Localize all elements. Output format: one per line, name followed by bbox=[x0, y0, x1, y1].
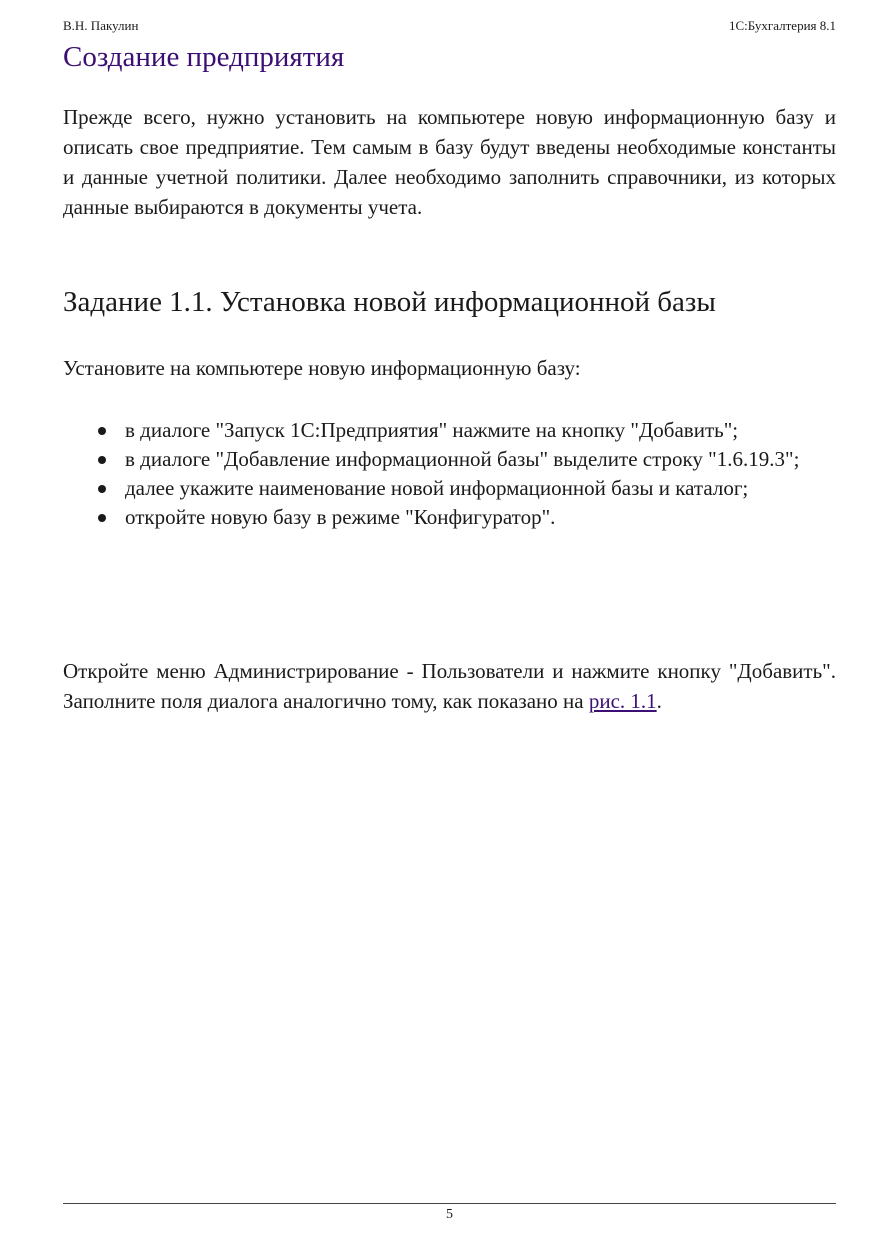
closing-text: Откройте меню Администрирование - Пользователи и нажмите кнопку "Добавить". Заполните поля диалога аналогично тому, как показано на bbox=[63, 659, 836, 713]
bullet-icon bbox=[98, 427, 106, 435]
task-lead: Установите на компьютере новую информационную базу: bbox=[63, 356, 581, 380]
task-steps-list bbox=[63, 416, 836, 532]
list-item bbox=[63, 445, 836, 474]
figure-link[interactable]: рис. 1.1 bbox=[588, 689, 657, 713]
footer-divider bbox=[63, 1203, 836, 1204]
intro-paragraph: Прежде всего, нужно установить на компьютере новую информационную базу и описать свое предприятие. Тем самым в базу будут введены необходимые константы и данные учетной политики. Далее необходимо заполнить справочники, из которых данные выбираются в документы учета. bbox=[63, 105, 836, 219]
page-number: 5 bbox=[446, 1207, 453, 1222]
header-author: В.Н. Пакулин bbox=[63, 18, 139, 33]
header-product: 1С:Бухгалтерия 8.1 bbox=[728, 18, 836, 33]
step-text: в диалоге "Запуск 1С:Предприятия" нажмите на кнопку "Добавить"; bbox=[125, 418, 739, 442]
list-item bbox=[63, 503, 836, 532]
step-text: откройте новую базу в режиме "Конфигуратор". bbox=[125, 505, 556, 529]
list-item bbox=[63, 416, 836, 445]
closing-paragraph bbox=[63, 656, 836, 716]
bullet-icon bbox=[98, 485, 106, 493]
list-item bbox=[63, 474, 836, 503]
bullet-icon bbox=[98, 514, 106, 522]
document-page bbox=[63, 0, 836, 1241]
step-text: в диалоге "Добавление информационной базы" выделите строку "1.6.19.3"; bbox=[125, 447, 800, 471]
step-text: далее укажите наименование новой информационной базы и каталог; bbox=[125, 476, 749, 500]
running-header bbox=[63, 17, 836, 35]
task-heading: Задание 1.1. Установка новой информационной базы bbox=[63, 286, 716, 318]
section-title: Создание предприятия bbox=[63, 41, 345, 73]
closing-period: . bbox=[656, 689, 662, 713]
bullet-icon bbox=[98, 456, 106, 464]
